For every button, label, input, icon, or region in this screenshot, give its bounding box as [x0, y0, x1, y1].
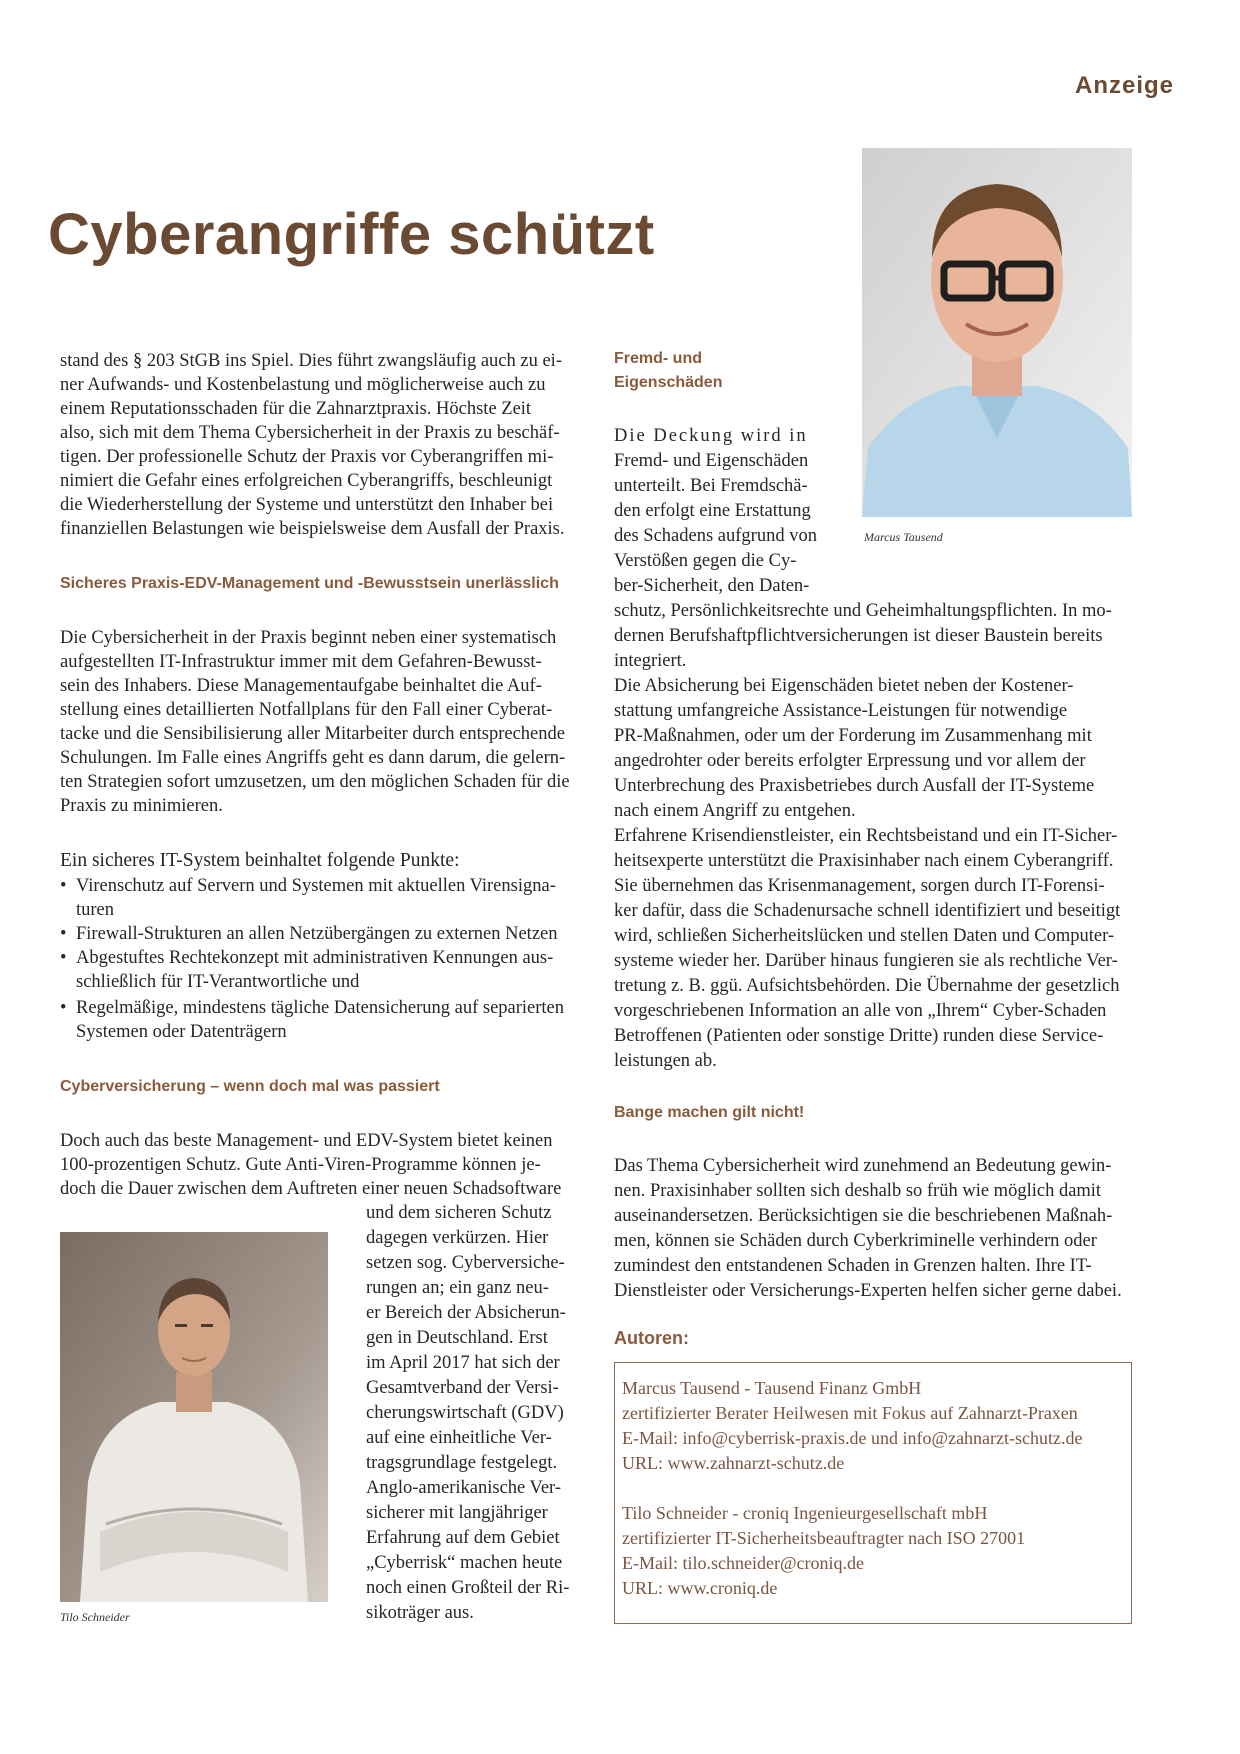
text-line: den erfolgt eine Erstattung	[614, 501, 811, 521]
author-url[interactable]: URL: www.croniq.de	[622, 1578, 778, 1598]
text-line: gen in Deutschland. Erst	[366, 1328, 548, 1348]
author-title: zertifizierter IT-Sicherheitsbeauftragter nach ISO 27001	[622, 1528, 1026, 1548]
author-url[interactable]: URL: www.zahnarzt-schutz.de	[622, 1453, 845, 1473]
text-line: Schulungen. Im Falle eines Angriffs geht es dann darum, die gelern-	[60, 748, 566, 768]
text-line: und dem sicheren Schutz	[366, 1203, 552, 1223]
section-heading: Bange machen gilt nicht!	[614, 1104, 805, 1121]
text-line: heitsexperte unterstützt die Praxisinhaber nach einem Cyberangriff.	[614, 851, 1114, 871]
text-line: Doch auch das beste Management- und EDV-System bietet keinen	[60, 1131, 553, 1151]
text-line: nach einem Angriff zu entgehen.	[614, 801, 856, 821]
text-line: Praxis zu minimieren.	[60, 796, 223, 816]
text-line: er Bereich der Absicherun-	[366, 1303, 566, 1323]
text-line: leistungen ab.	[614, 1051, 717, 1071]
text-line: schließlich für IT-Verantwortliche und	[76, 972, 360, 992]
text-line: Die Absicherung bei Eigenschäden bietet neben der Kostener-	[614, 676, 1074, 696]
photo-caption: Tilo Schneider	[60, 1610, 130, 1624]
text-line: unterteilt. Bei Fremdschä-	[614, 476, 808, 496]
author-name: Tilo Schneider - croniq Ingenieurgesellschaft mbH	[622, 1503, 988, 1523]
text-line: ber-Sicherheit, den Daten-	[614, 576, 810, 596]
text-line: stellung eines detaillierten Notfallplans für den Fall einer Cyberat-	[60, 700, 553, 720]
text-line: Erfahrene Krisendienstleister, ein Rechtsbeistand und ein IT-Sicher-	[614, 826, 1118, 846]
text-line: ten Strategien sofort umzusetzen, um den möglichen Schaden für die	[60, 772, 570, 792]
text-line: Erfahrung auf dem Gebiet	[366, 1528, 560, 1548]
text-line: Das Thema Cybersicherheit wird zunehmend an Bedeutung gewin-	[614, 1156, 1112, 1176]
text-line: setzen sog. Cyberversiche-	[366, 1253, 565, 1273]
text-line: „Cyberrisk“ machen heute	[366, 1553, 563, 1573]
section-heading: Sicheres Praxis-EDV-Management und -Bewusstsein unerlässlich	[60, 575, 559, 592]
author-name: Marcus Tausend - Tausend Finanz GmbH	[622, 1378, 922, 1398]
text-line: Die Deckung wird in	[614, 426, 808, 446]
text-line: Abgestuftes Rechtekonzept mit administrativen Kennungen aus-	[76, 948, 554, 968]
text-line: Sie übernehmen das Krisenmanagement, sorgen durch IT-Forensi-	[614, 876, 1105, 896]
text-line: stand des § 203 StGB ins Spiel. Dies führt zwangsläufig auch zu ei-	[60, 351, 562, 371]
text-line: Anglo-amerikanische Ver-	[366, 1478, 562, 1498]
text-line: Fremd- und Eigenschäden	[614, 451, 809, 471]
text-line: nen. Praxisinhaber sollten sich deshalb so früh wie möglich damit	[614, 1181, 1102, 1201]
bullet-icon: •	[60, 924, 67, 944]
page-title: Cyberangriffe schützt	[48, 202, 655, 267]
tilo-schneider-photo	[60, 1232, 328, 1602]
text-line: Verstößen gegen die Cy-	[614, 551, 797, 571]
text-line: integriert.	[614, 651, 687, 671]
text-line: Betroffenen (Patienten oder sonstige Dritte) runden diese Service-	[614, 1026, 1104, 1046]
text-line: cherungswirtschaft (GDV)	[366, 1403, 564, 1423]
text-line: doch die Dauer zwischen dem Auftreten einer neuen Schadsoftware	[60, 1179, 562, 1199]
text-line: dagegen verkürzen. Hier	[366, 1228, 549, 1248]
text-line: nimiert die Gefahr eines erfolgreichen Cyberangriffs, beschleunigt	[60, 471, 553, 491]
text-line: stattung umfangreiche Assistance-Leistungen für notwendige	[614, 701, 1068, 721]
text-line: Systemen oder Datenträgern	[76, 1022, 287, 1042]
text-line: men, können sie Schäden durch Cyberkriminelle verhindern oder	[614, 1231, 1097, 1251]
text-line: tigen. Der professionelle Schutz der Praxis vor Cyberangriffen mi-	[60, 447, 554, 467]
section-heading: Fremd- und	[614, 350, 702, 367]
text-line: 100-prozentigen Schutz. Gute Anti-Viren-Programme können je-	[60, 1155, 541, 1175]
text-line: schutz, Persönlichkeitsrechte und Geheimhaltungspflichten. In mo-	[614, 601, 1112, 621]
text-line: sicherer mit langjähriger	[366, 1503, 548, 1523]
text-line: Dienstleister oder Versicherungs-Experten helfen sicher gerne dabei.	[614, 1281, 1122, 1301]
text-line: finanziellen Belastungen wie beispielsweise dem Ausfall der Praxis.	[60, 519, 565, 539]
text-line: Unterbrechung des Praxisbetriebes durch Ausfall der IT-Systeme	[614, 776, 1095, 796]
authors-box	[614, 1362, 1132, 1624]
text-line: systeme wieder her. Darüber hinaus fungieren sie als rechtliche Ver-	[614, 951, 1118, 971]
authors-heading: Autoren:	[614, 1328, 689, 1348]
section-heading: Cyberversicherung – wenn doch mal was passiert	[60, 1078, 440, 1095]
text-line: sein des Inhabers. Diese Managementaufgabe beinhaltet die Auf-	[60, 676, 542, 696]
marcus-tausend-photo	[862, 148, 1132, 517]
text-line: aufgestellten IT-Infrastruktur immer mit dem Gefahren-Bewusst-	[60, 652, 542, 672]
text-line: Firewall-Strukturen an allen Netzübergängen zu externen Netzen	[76, 924, 558, 944]
text-line: tacke und die Sensibilisierung aller Mitarbeiter durch entsprechende	[60, 724, 565, 744]
text-line: noch einen Großteil der Ri-	[366, 1578, 570, 1598]
text-line: Regelmäßige, mindestens tägliche Datensicherung auf separierten	[76, 998, 565, 1018]
text-line: sikoträger aus.	[366, 1603, 474, 1623]
text-line: tretung z. B. ggü. Aufsichtsbehörden. Die Übernahme der gesetzlich	[614, 976, 1120, 996]
text-line: einem Reputationsschaden für die Zahnarztpraxis. Höchste Zeit	[60, 399, 532, 419]
text-line: zumindest den entstandenen Schaden in Grenzen halten. Ihre IT-	[614, 1256, 1092, 1276]
text-line: Virenschutz auf Servern und Systemen mit aktuellen Virensigna-	[76, 876, 556, 896]
text-line: des Schadens aufgrund von	[614, 526, 817, 546]
advertisement-label: Anzeige	[1075, 72, 1175, 99]
author-title: zertifizierter Berater Heilwesen mit Fokus auf Zahnarzt-Praxen	[622, 1403, 1078, 1423]
bullet-icon: •	[60, 948, 67, 968]
text-line: wird, schließen Sicherheitslücken und stellen Daten und Computer-	[614, 926, 1115, 946]
list-intro: Ein sicheres IT-System beinhaltet folgende Punkte:	[60, 850, 460, 871]
text-line: tragsgrundlage festgelegt.	[366, 1453, 558, 1473]
text-line: PR-Maßnahmen, oder um der Forderung im Zusammenhang mit	[614, 726, 1092, 746]
text-line: dernen Berufshaftpflichtversicherungen ist dieser Baustein bereits	[614, 626, 1103, 646]
bullet-icon: •	[60, 998, 67, 1018]
section-heading: Eigenschäden	[614, 374, 723, 391]
author-email[interactable]: E-Mail: tilo.schneider@croniq.de	[622, 1553, 865, 1573]
text-line: ner Aufwands- und Kostenbelastung und möglicherweise auch zu	[60, 375, 546, 395]
text-line: rungen an; ein ganz neu-	[366, 1278, 549, 1298]
text-line: vorgeschriebenen Information an alle von „Ihrem“ Cyber-Schaden	[614, 1001, 1107, 1021]
bullet-icon: •	[60, 876, 67, 896]
text-line: also, sich mit dem Thema Cybersicherheit in der Praxis zu beschäf-	[60, 423, 560, 443]
photo-caption: Marcus Tausend	[864, 530, 943, 544]
text-line: angedrohter oder bereits erfolgter Erpressung und vor allem der	[614, 751, 1086, 771]
text-line: Gesamtverband der Versi-	[366, 1378, 559, 1398]
text-line: Die Cybersicherheit in der Praxis beginnt neben einer systematisch	[60, 628, 557, 648]
text-line: auf eine einheitliche Ver-	[366, 1428, 552, 1448]
author-email[interactable]: E-Mail: info@cyberrisk-praxis.de und info@zahnarzt-schutz.de	[622, 1428, 1083, 1448]
text-line: turen	[76, 900, 115, 920]
text-line: ker dafür, dass die Schadenursache schnell identifiziert und beseitigt	[614, 901, 1121, 921]
text-line: im April 2017 hat sich der	[366, 1353, 560, 1373]
text-line: die Wiederherstellung der Systeme und unterstützt den Inhaber bei	[60, 495, 554, 515]
text-line: auseinandersetzen. Berücksichtigen sie die beschriebenen Maßnah-	[614, 1206, 1113, 1226]
